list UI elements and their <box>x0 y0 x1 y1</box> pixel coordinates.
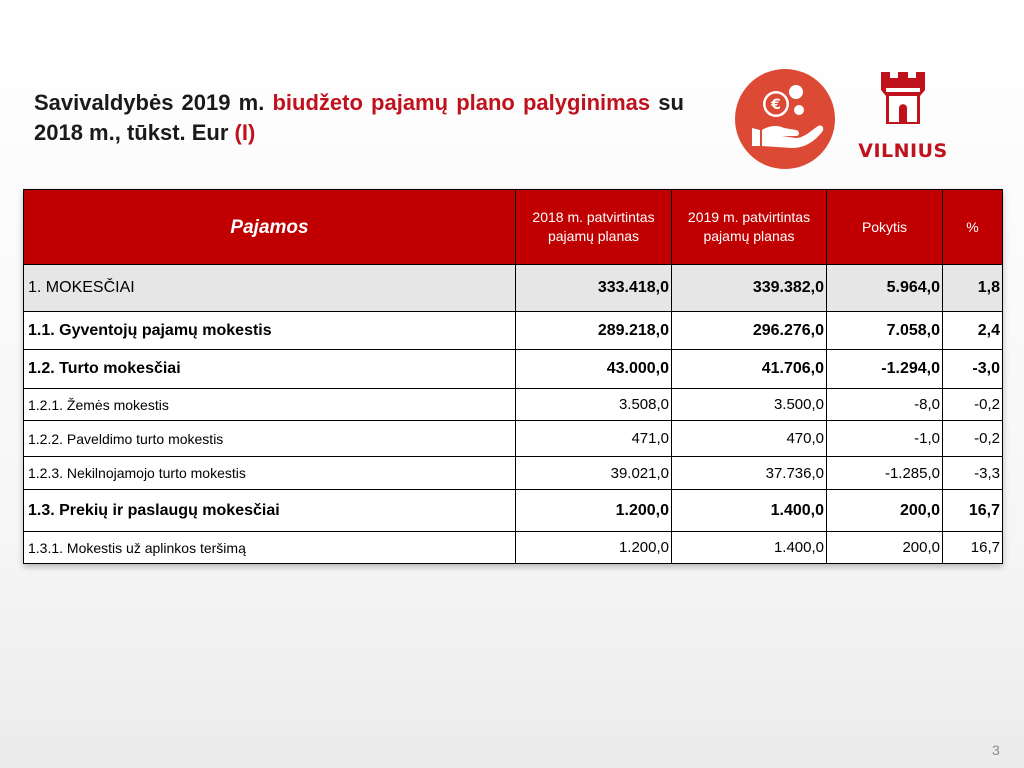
page-number: 3 <box>992 742 1000 758</box>
cell-change: 5.964,0 <box>827 265 943 312</box>
cell-2018: 471,0 <box>516 421 672 457</box>
cell-2019: 1.400,0 <box>672 490 827 532</box>
table-row <box>24 490 1003 532</box>
row-label: 1.3.1. Mokestis už aplinkos teršimą <box>24 532 516 564</box>
cell-2018: 39.021,0 <box>516 457 672 490</box>
header-2018: 2018 m. patvirtintas pajamų planas <box>516 190 672 265</box>
row-label: 1.2.2. Paveldimo turto mokestis <box>24 421 516 457</box>
cell-2019: 41.706,0 <box>672 350 827 389</box>
cell-2019: 339.382,0 <box>672 265 827 312</box>
cell-change: 7.058,0 <box>827 312 943 350</box>
cell-2019: 296.276,0 <box>672 312 827 350</box>
cell-percent: 1,8 <box>943 265 1003 312</box>
cell-change: -1,0 <box>827 421 943 457</box>
row-label: 1.1. Gyventojų pajamų mokestis <box>24 312 516 350</box>
row-label: 1. MOKESČIAI <box>24 265 516 312</box>
cell-percent: 16,7 <box>943 532 1003 564</box>
cell-percent: -0,2 <box>943 389 1003 421</box>
header-percent: % <box>943 190 1003 265</box>
header-pajamos: Pajamos <box>24 190 516 265</box>
cell-2018: 333.418,0 <box>516 265 672 312</box>
title-part1: Savivaldybės 2019 m. <box>34 90 265 115</box>
cell-2019: 37.736,0 <box>672 457 827 490</box>
table-row <box>24 312 1003 350</box>
cell-percent: -3,3 <box>943 457 1003 490</box>
row-label: 1.2. Turto mokesčiai <box>24 350 516 389</box>
vilnius-logo-text: VILNIUS <box>858 140 948 162</box>
row-label: 1.2.3. Nekilnojamojo turto mokestis <box>24 457 516 490</box>
cell-percent: -3,0 <box>943 350 1003 389</box>
cell-2019: 470,0 <box>672 421 827 457</box>
cell-change: -8,0 <box>827 389 943 421</box>
cell-change: -1.294,0 <box>827 350 943 389</box>
cell-2018: 1.200,0 <box>516 532 672 564</box>
table-row <box>24 389 1003 421</box>
row-label: 1.2.1. Žemės mokestis <box>24 389 516 421</box>
title-part3: su 2018 m., tūkst. Eur <box>34 90 684 145</box>
page-title <box>34 88 684 148</box>
cell-change: -1.285,0 <box>827 457 943 490</box>
row-label: 1.3. Prekių ir paslaugų mokesčiai <box>24 490 516 532</box>
cell-percent: 16,7 <box>943 490 1003 532</box>
hand-euro-coin-icon <box>734 68 836 170</box>
header-2019: 2019 m. patvirtintas pajamų planas <box>672 190 827 265</box>
svg-text:€: € <box>771 97 781 113</box>
cell-2018: 43.000,0 <box>516 350 672 389</box>
table-row <box>24 265 1003 312</box>
cell-change: 200,0 <box>827 490 943 532</box>
table-header-row <box>24 190 1003 265</box>
cell-2019: 3.500,0 <box>672 389 827 421</box>
cell-2018: 1.200,0 <box>516 490 672 532</box>
budget-table <box>23 189 1003 564</box>
cell-percent: 2,4 <box>943 312 1003 350</box>
table-row <box>24 421 1003 457</box>
table-row <box>24 532 1003 564</box>
cell-2019: 1.400,0 <box>672 532 827 564</box>
cell-2018: 289.218,0 <box>516 312 672 350</box>
title-part2: biudžeto pajamų plano palyginimas <box>272 90 651 115</box>
header-pokytis: Pokytis <box>827 190 943 265</box>
title-part4: (I) <box>234 120 256 145</box>
table-row <box>24 350 1003 389</box>
table-row <box>24 457 1003 490</box>
cell-percent: -0,2 <box>943 421 1003 457</box>
cell-2018: 3.508,0 <box>516 389 672 421</box>
cell-change: 200,0 <box>827 532 943 564</box>
